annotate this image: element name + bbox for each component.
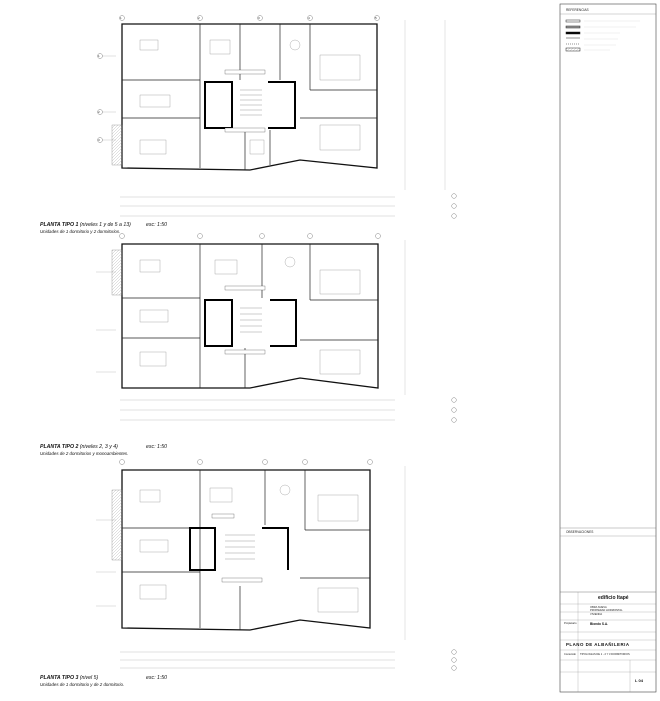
sheet-title: PLANO DE ALBAÑILERIA	[566, 642, 630, 647]
plan-tipo-1	[98, 16, 446, 217]
observations-heading: OBSERVACIONES	[566, 530, 594, 534]
plan-1-subtitle: Unidades de 1 dormitorio y 2 dormitorios.	[40, 229, 121, 234]
grid-label: 3	[258, 16, 260, 20]
project-line: VIVIENDA	[590, 613, 603, 616]
grid-label: 2	[198, 16, 200, 20]
owner-label: Propietario	[564, 622, 577, 625]
plan-3-subtitle: Unidades de 1 dormitorio y de 2 dormitorio.	[40, 682, 125, 687]
grid-label: 4	[308, 16, 310, 20]
plan-3-scale: esc: 1:50	[146, 675, 168, 681]
plan-tipo-2	[96, 234, 405, 421]
plan-2-subtitle: Unidades de 2 dormitorios y monoambientes.	[40, 451, 129, 456]
legend-heading: REFERENCIAS	[566, 8, 589, 12]
plan-1-title: PLANTA TIPO 1 (niveles 1 y de 5 a 13)	[40, 222, 131, 228]
content-label: Contenido	[564, 653, 576, 656]
sheet-number: L 04	[635, 678, 643, 683]
project-logo: edificio Itapé	[598, 595, 629, 601]
title-block-frame	[560, 4, 656, 692]
owner-name: Biondo S.A.	[590, 622, 609, 626]
grid-label: 3	[98, 138, 100, 142]
content-value: TIPOLOGIAS DE 1 - 2 Y 3 DORMITORIOS	[580, 653, 630, 656]
grid-label: 2	[98, 110, 100, 114]
grid-label: 1	[120, 16, 122, 20]
grid-label: 5	[375, 16, 377, 20]
plan-1-scale: esc: 1:50	[146, 222, 168, 228]
grid-label: 1	[98, 54, 100, 58]
plan-2-title: PLANTA TIPO 2 (niveles 2, 3 y 4)	[40, 444, 118, 450]
plan-tipo-3	[96, 460, 405, 669]
plan-2-scale: esc: 1:50	[146, 444, 168, 450]
plan-3-title: PLANTA TIPO 3 (nivel 5)	[40, 675, 99, 681]
project-line: OBRA NUEVA	[590, 606, 607, 609]
project-line: PROPIEDAD HORIZONTAL	[590, 609, 623, 612]
legend-symbols	[566, 20, 580, 51]
